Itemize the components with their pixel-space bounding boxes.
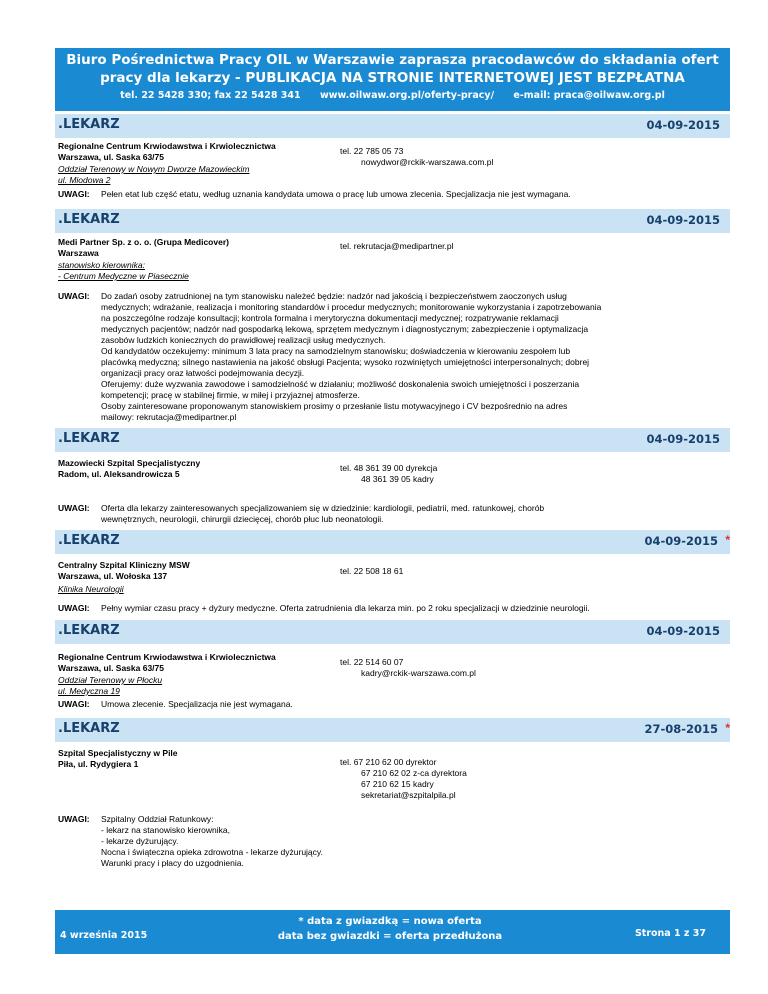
employer-unit: stanowisko kierownika: - Centrum Medyczne w Piasecznie	[58, 260, 189, 281]
offer-6	[55, 718, 730, 878]
employer-name: Medi Partner Sp. z o. o. (Grupa Medicover) Warszawa	[58, 237, 229, 258]
offer-date: 04-09-2015	[646, 624, 720, 638]
employer-name: Regionalne Centrum Krwiodawstwa i Krwiolecznictwa Warszawa, ul. Saska 63/75	[58, 652, 276, 673]
employer-unit: Oddział Terenowy w Płocku ul. Medyczna 19	[58, 675, 163, 696]
offer-title-bar	[55, 428, 730, 452]
offer-title: .LEKARZ	[58, 721, 120, 736]
header-line-1: Biuro Pośrednictwa Pracy OIL w Warszawie zaprasza pracodawców do składania ofert	[66, 52, 719, 68]
offer-remarks: UWAGI: Umowa zlecenie. Specjalizacja nie jest wymagana.	[58, 699, 293, 709]
employer-name: Regionalne Centrum Krwiodawstwa i Krwiolecznictwa Warszawa, ul. Saska 63/75	[58, 141, 276, 162]
header-line-2: pracy dla lekarzy - PUBLIKACJA NA STRONIE INTERNETOWEJ JEST BEZPŁATNA	[100, 70, 685, 86]
offer-contact: tel. 48 361 39 00 dyrekcja 48 361 39 05 kadry	[340, 463, 438, 484]
header-website-link[interactable]: www.oilwaw.org.pl/oferty-pracy/	[319, 90, 495, 101]
offer-remarks: UWAGI: Pełny wymiar czasu pracy + dyżury medyczne. Oferta zatrudnienia dla lekarza min. po 2 roku specjalizacji w dziedzinie neurologii.	[58, 603, 590, 613]
offer-date: 04-09-2015	[644, 534, 718, 548]
employer-name: Centralny Szpital Kliniczny MSW Warszawa, ul. Wołoska 137	[58, 560, 190, 581]
new-offer-star: *	[725, 533, 730, 547]
offer-date: 04-09-2015	[646, 118, 720, 132]
offer-title: .LEKARZ	[58, 533, 120, 548]
page-footer	[55, 910, 730, 954]
offer-contact: tel. 22 785 05 73 nowydwor@rckik-warszawa.com.pl	[340, 146, 494, 167]
offer-title: .LEKARZ	[58, 212, 120, 227]
offer-title: .LEKARZ	[58, 623, 120, 638]
offer-contact: tel. 67 210 62 00 dyrektor 67 210 62 02 z-ca dyrektora 67 210 62 15 kadry sekretariat@szpitalpila.pl	[340, 757, 467, 800]
offer-title-bar	[55, 209, 730, 233]
employer-unit: Klinika Neurologii	[58, 584, 124, 594]
employer-unit: Oddział Terenowy w Nowym Dworze Mazowieckim ul. Miodowa 2	[58, 164, 250, 185]
offer-title-bar	[55, 114, 730, 138]
offer-title-bar	[55, 620, 730, 644]
offer-date: 04-09-2015	[646, 213, 720, 227]
new-offer-star: *	[725, 721, 730, 735]
footer-legend: * data z gwiazdką = nowa oferta data bez gwiazdki = oferta przedłużona	[277, 916, 503, 942]
offer-date: 27-08-2015	[644, 722, 718, 736]
document-page	[55, 0, 730, 994]
offer-1	[55, 114, 730, 204]
offer-2	[55, 209, 730, 422]
offer-date: 04-09-2015	[646, 432, 720, 446]
offer-remarks: UWAGI: Do zadań osoby zatrudnionej na tym stanowisku należeć będzie: nadzór nad jakością i bezpieczeństwem zaoczonych usług medycznych; wdrażanie, realizacja i monitoring standardów i procedur medycznych; monitorowanie wykorzystania i zapotrzebowania na poszczególne rodzaje konsultacji; kontrola formalna i merytoryczna dokumentacji medycznej; rozpatrywanie reklamacji medycznych pacjentów; nadzór nad gospodarką lekową, sprzętem medycznym i diagnostycznym; zabezpieczenie i optymalizacja zasobów ludzkich koniecznych do prawidłowej realizacji usług medycznych. Od kandydatów oczekujemy: minimum 3 lata pracy na samodzielnym stanowisku; doświadczenia w kierowaniu zespołem lub placówką medyczną; silnego nastawienia na jakość obsługi Pacjenta; wysoko rozwiniętych umiejętności interpersonalnych; dobrej organizacji pracy oraz łatwości podejmowania decyzji. Oferujemy: duże wyzwania zawodowe i samodzielność w działaniu; możliwość doskonalenia swoich umiejętności i poszerzania kompetencji; pracę w stabilnej firmie, w miłej i przyjaznej atmosferze. Osoby zainteresowane proponowanym stanowiskiem prosimy o przesłanie listu motywacyjnego i CV bezpośrednio na adres mailowy: rekrutacja@medipartner.pl	[58, 291, 602, 422]
offer-title-bar	[55, 530, 730, 554]
header-contact	[55, 88, 730, 104]
offer-remarks: UWAGI: Szpitalny Oddział Ratunkowy: - lekarz na stanowisko kierownika, - lekarze dyżurujący. Nocna i świąteczna opieka zdrowotna - lekarze dyżurujący. Warunki pracy i płacy do uzgodnienia.	[58, 814, 323, 868]
page-number: Strona 1 z 37	[634, 928, 706, 939]
offer-3	[55, 428, 730, 528]
page-header	[55, 48, 730, 111]
employer-name: Mazowiecki Szpital Specjalistyczny Radom, ul. Aleksandrowicza 5	[58, 458, 201, 479]
employer-name: Szpital Specjalistyczny w Pile Piła, ul. Rydygiera 1	[58, 748, 178, 769]
offer-contact: tel. 22 508 18 61	[340, 566, 404, 576]
offer-title: .LEKARZ	[58, 431, 120, 446]
header-email-link[interactable]: e-mail: praca@oilwaw.org.pl	[513, 90, 665, 101]
offer-contact: tel. 22 514 60 07 kadry@rckik-warszawa.com.pl	[340, 657, 476, 678]
offer-title: .LEKARZ	[58, 117, 120, 132]
offer-remarks: UWAGI: Pełen etat lub część etatu, według uznania kandydata umowa o pracę lub umowa zlecenia. Specjalizacja nie jest wymagana.	[58, 189, 571, 199]
offer-5	[55, 620, 730, 710]
offer-contact: tel. rekrutacja@medipartner.pl	[340, 241, 454, 251]
offer-4	[55, 530, 730, 615]
offer-title-bar	[55, 718, 730, 742]
offer-remarks: UWAGI: Oferta dla lekarzy zainteresowanych specjalizowaniem się w dziedzinie: kardiologii, pediatrii, med. ratunkowej, chorób wewnętrznych, neurologii, chirurgii dziecięcej, chorób płuc lub neonatologii.	[58, 503, 545, 524]
header-phone: tel. 22 5428 330; fax 22 5428 341	[120, 90, 301, 101]
footer-date: 4 września 2015	[60, 930, 148, 941]
